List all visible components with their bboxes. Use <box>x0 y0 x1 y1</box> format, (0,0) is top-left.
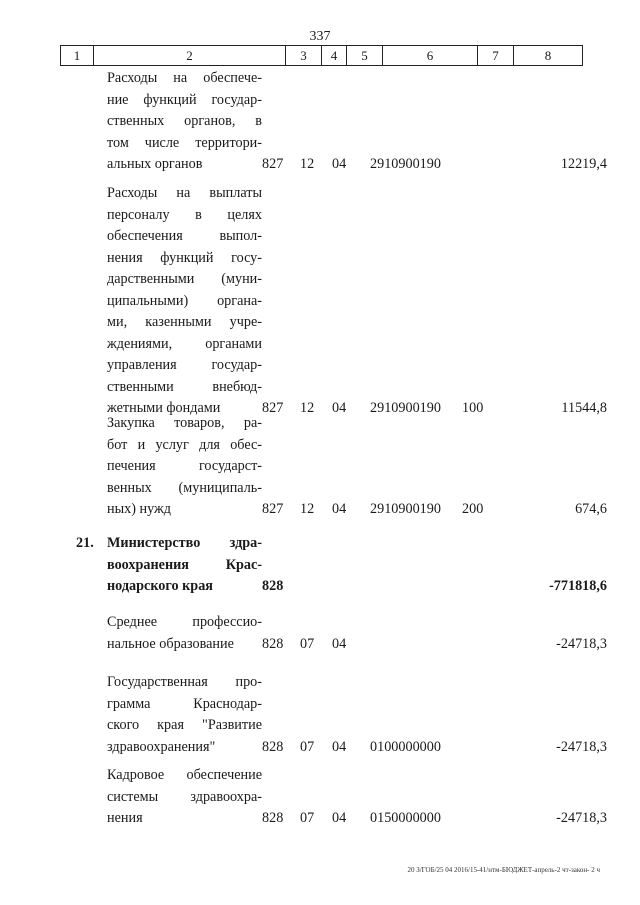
description-line: Расходы на выплаты <box>107 185 262 201</box>
description-line: воохранения Крас- <box>107 556 262 573</box>
row-description <box>107 533 262 598</box>
cell-c3: 827 <box>262 400 284 416</box>
cell-c7: 100 <box>462 400 484 416</box>
header-col-6: 6 <box>383 46 478 65</box>
description-line: венных (муниципаль- <box>107 479 262 496</box>
cell-c4: 12 <box>300 156 315 172</box>
description-line: жетными фондами <box>107 400 221 416</box>
description-line: управления государ- <box>107 357 262 373</box>
cell-c5: 04 <box>332 810 347 826</box>
row-description <box>107 413 262 521</box>
description-line: нения <box>107 810 143 826</box>
row-description <box>107 612 262 655</box>
table-header <box>60 45 583 66</box>
description-line: ми, казенными учре- <box>107 314 262 330</box>
cell-c3: 828 <box>262 810 284 826</box>
description-line: ственных органов, в <box>107 113 262 129</box>
description-line: персоналу в целях <box>107 206 262 223</box>
row-description <box>107 68 262 176</box>
cell-c3: 828 <box>262 578 284 594</box>
row-description <box>107 183 262 420</box>
cell-amount: -24718,3 <box>556 738 607 755</box>
description-line: альных органов <box>107 156 203 172</box>
description-line: ского края "Развитие <box>107 717 262 733</box>
cell-c5: 04 <box>332 635 347 652</box>
cell-c6: 0150000000 <box>370 810 441 826</box>
cell-c5: 04 <box>332 400 347 416</box>
description-line: Министерство здра- <box>107 535 262 551</box>
description-line: Государственная про- <box>107 674 262 690</box>
cell-amount: 12219,4 <box>560 156 607 172</box>
header-col-1: 1 <box>61 46 94 65</box>
cell-c3: 827 <box>262 156 284 172</box>
description-line: обеспечения выпол- <box>107 228 262 244</box>
cell-c5: 04 <box>332 156 347 172</box>
description-line: том числе территори- <box>107 134 262 151</box>
cell-c7: 200 <box>462 501 484 517</box>
cell-c3: 828 <box>262 635 284 652</box>
cell-c5: 04 <box>332 501 347 517</box>
cell-c5: 04 <box>332 738 347 755</box>
description-line: ние функций государ- <box>107 91 262 108</box>
header-col-2: 2 <box>94 46 286 65</box>
cell-c4: 07 <box>300 810 315 826</box>
cell-amount: 11544,8 <box>561 400 607 416</box>
header-col-3: 3 <box>286 46 322 65</box>
header-col-8: 8 <box>544 48 552 63</box>
description-line: нальное образование <box>107 635 234 652</box>
cell-c4: 07 <box>300 635 315 652</box>
description-line: нодарского края <box>107 578 213 594</box>
description-line: ственными внебюд- <box>107 378 262 395</box>
description-line: ципальными) органа- <box>107 292 262 309</box>
description-line: Кадровое обеспечение <box>107 767 262 783</box>
header-col-5: 5 <box>347 46 383 65</box>
description-line: Расходы на обеспече- <box>107 70 262 86</box>
description-line: Закупка товаров, ра- <box>107 415 262 431</box>
cell-c6: 2910900190 <box>370 156 441 172</box>
footer-doc-code: 20 З/ГОБ/25 04 2016/15-41/нтм-БЮДЖЕТ-апрель-2 чт-закон- 2 ч <box>407 866 600 874</box>
cell-c6: 2910900190 <box>370 501 441 517</box>
description-line: нения функций госу- <box>107 249 262 266</box>
cell-c6: 0100000000 <box>370 738 441 755</box>
cell-c4: 12 <box>300 501 315 517</box>
description-line: ных) нужд <box>107 501 172 517</box>
description-line: здравоохранения" <box>107 738 216 755</box>
cell-amount: 674,6 <box>575 501 607 517</box>
cell-c3: 828 <box>262 738 284 755</box>
cell-c6: 2910900190 <box>370 400 441 416</box>
header-col-4: 4 <box>322 46 347 65</box>
page-number: 337 <box>309 29 331 44</box>
row-description <box>107 672 262 758</box>
description-line: бот и услуг для обес- <box>107 436 262 453</box>
cell-amount: -24718,3 <box>556 810 607 826</box>
description-line: печения государст- <box>107 458 262 474</box>
description-line: Среднее профессио- <box>107 614 262 630</box>
description-line: дарственными (муни- <box>107 271 262 287</box>
row-description <box>107 765 262 830</box>
cell-c4: 07 <box>300 738 315 755</box>
row-number: 21. <box>76 535 94 551</box>
cell-amount: -771818,6 <box>549 578 607 594</box>
cell-c4: 12 <box>300 400 315 416</box>
description-line: грамма Краснодар- <box>107 695 262 712</box>
header-col-7: 7 <box>478 46 514 65</box>
description-line: ждениями, органами <box>107 335 262 352</box>
cell-amount: -24718,3 <box>556 635 607 652</box>
description-line: системы здравоохра- <box>107 788 262 805</box>
cell-c3: 827 <box>262 501 284 517</box>
